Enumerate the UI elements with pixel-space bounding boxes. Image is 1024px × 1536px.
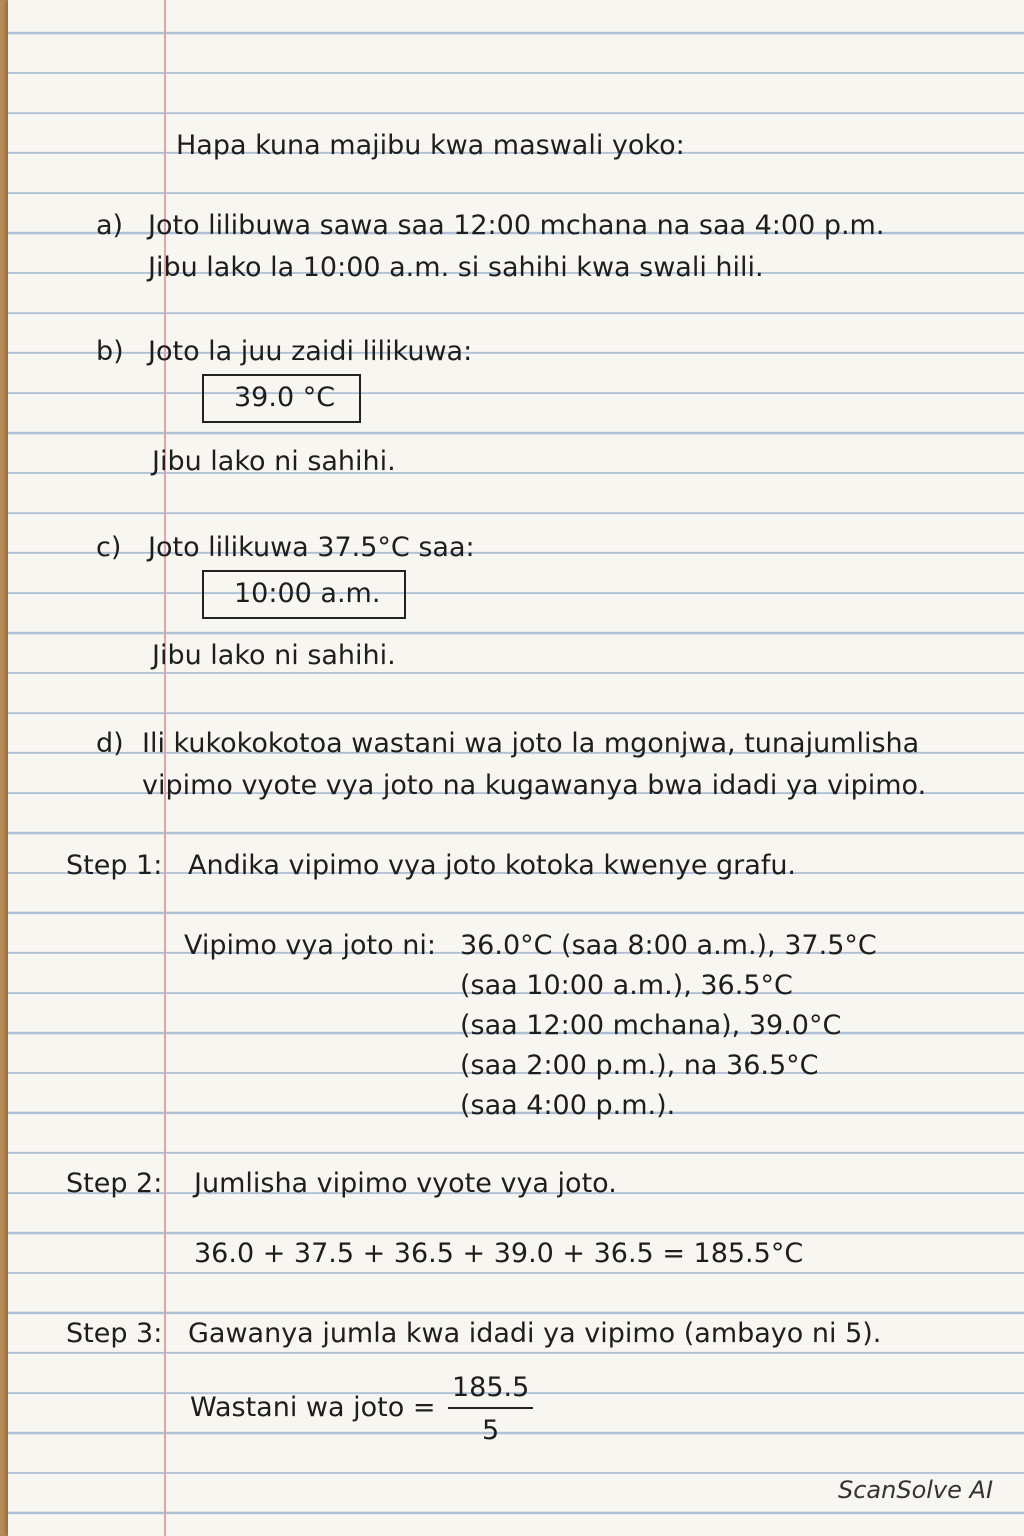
fraction-denominator: 5 bbox=[482, 1415, 500, 1446]
answer-d-line2: vipimo vyote vya joto na kugawanya bwa idadi ya vipimo. bbox=[142, 770, 927, 801]
average-label: Wastani wa joto = bbox=[190, 1392, 436, 1423]
answer-b-boxed-value: 39.0 °C bbox=[202, 374, 361, 423]
answer-b-marker: b) bbox=[96, 336, 124, 367]
readings-label: Vipimo vya joto ni: bbox=[184, 930, 436, 961]
answer-d-marker: d) bbox=[96, 728, 124, 759]
reading-line: (saa 12:00 mchana), 39.0°C bbox=[460, 1010, 842, 1041]
step3-text: Gawanya jumla kwa idadi ya vipimo (ambayo ni 5). bbox=[188, 1318, 882, 1349]
answer-b-line1: Joto la juu zaidi lilikuwa: bbox=[148, 336, 473, 367]
notebook-paper bbox=[8, 0, 1024, 1536]
answer-a-line1: Joto lilibuwa sawa saa 12:00 mchana na saa 4:00 p.m. bbox=[148, 210, 885, 241]
step3-label: Step 3: bbox=[66, 1318, 163, 1349]
sum-equation: 36.0 + 37.5 + 36.5 + 39.0 + 36.5 = 185.5°C bbox=[194, 1238, 804, 1269]
answer-c-marker: c) bbox=[96, 532, 122, 563]
reading-line: (saa 2:00 p.m.), na 36.5°C bbox=[460, 1050, 819, 1081]
step2-label: Step 2: bbox=[66, 1168, 163, 1199]
reading-line: (saa 10:00 a.m.), 36.5°C bbox=[460, 970, 793, 1001]
answer-c-verdict: Jibu lako ni sahihi. bbox=[152, 640, 396, 671]
step1-label: Step 1: bbox=[66, 850, 163, 881]
answer-a-line2: Jibu lako la 10:00 a.m. si sahihi kwa swali hili. bbox=[148, 252, 764, 283]
step2-text: Jumlisha vipimo vyote vya joto. bbox=[194, 1168, 617, 1199]
answer-c-line1: Joto lilikuwa 37.5°C saa: bbox=[148, 532, 475, 563]
reading-line: (saa 4:00 p.m.). bbox=[460, 1090, 676, 1121]
intro-text: Hapa kuna majibu kwa maswali yoko: bbox=[176, 130, 685, 161]
answer-b-verdict: Jibu lako ni sahihi. bbox=[152, 446, 396, 477]
average-fraction bbox=[448, 1374, 533, 1444]
answer-a-marker: a) bbox=[96, 210, 124, 241]
answer-c-boxed-value: 10:00 a.m. bbox=[202, 570, 406, 619]
reading-line: 36.0°C (saa 8:00 a.m.), 37.5°C bbox=[460, 930, 877, 961]
step1-text: Andika vipimo vya joto kotoka kwenye grafu. bbox=[188, 850, 797, 881]
fraction-numerator: 185.5 bbox=[448, 1374, 533, 1409]
answer-d-line1: Ili kukokokotoa wastani wa joto la mgonjwa, tunajumlisha bbox=[142, 728, 920, 759]
brand-watermark: ScanSolve AI bbox=[838, 1476, 994, 1504]
